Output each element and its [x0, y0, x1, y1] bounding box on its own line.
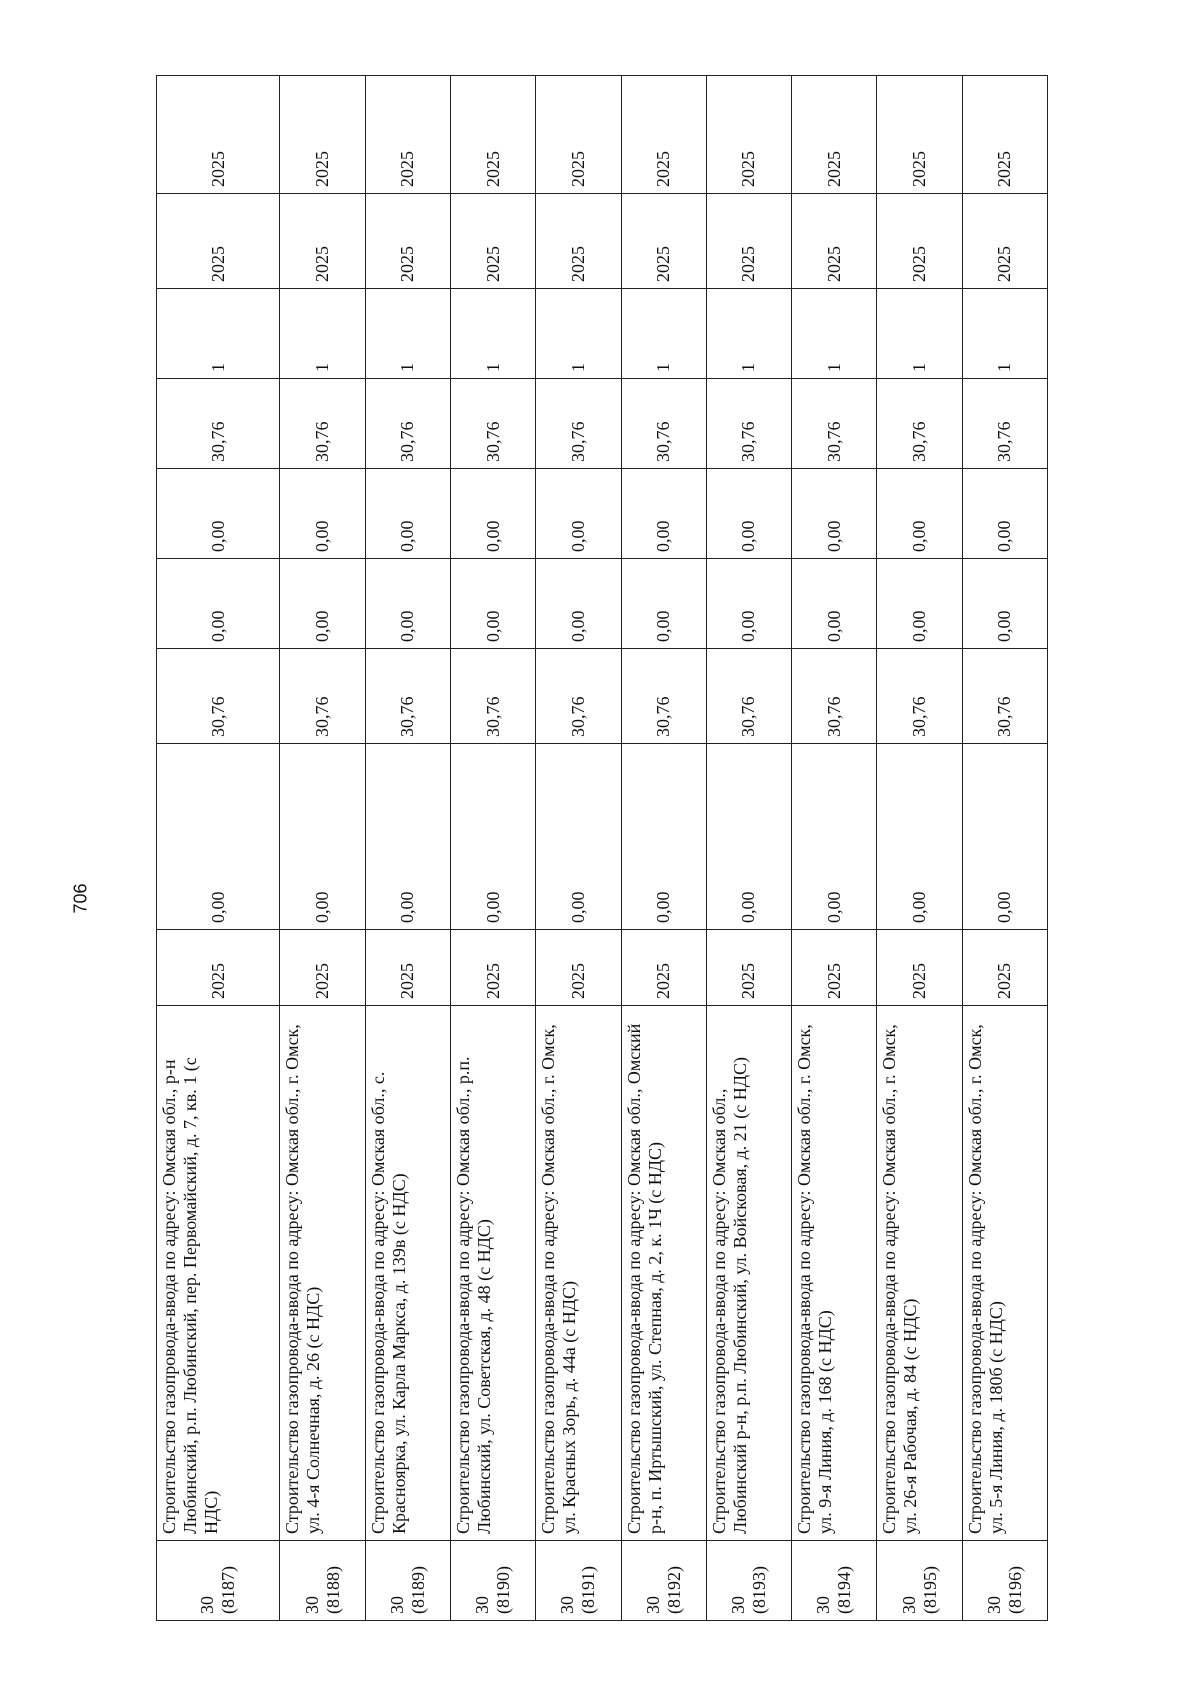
value-cell-2: 30,76: [962, 649, 1047, 744]
value-cell-1: 0,00: [536, 744, 621, 930]
project-name-cell: Строительство газопровода-ввода по адресу: Омская обл., г. Омск, ул. Красных Зорь, д. 44а (с НДС): [536, 1006, 621, 1541]
value-cell-4: 0,00: [450, 469, 535, 559]
value-cell-2: 30,76: [792, 649, 877, 744]
table-row: [365, 76, 450, 1621]
project-number: 30: [727, 1596, 748, 1614]
value-cell-1: 0,00: [280, 744, 365, 930]
value-cell-2: 30,76: [877, 649, 962, 744]
project-number: 30: [472, 1596, 493, 1614]
value-cell-3: 0,00: [792, 559, 877, 649]
value-cell-4: 0,00: [621, 469, 706, 559]
value-cell-1: 0,00: [450, 744, 535, 930]
start-year-cell: 2025: [157, 930, 280, 1006]
project-number: 30: [301, 1596, 322, 1614]
completion-year-cell: 2025: [962, 194, 1047, 289]
start-year-cell: 2025: [365, 930, 450, 1006]
project-number-cell: [365, 1541, 450, 1621]
value-cell-2: 30,76: [365, 649, 450, 744]
value-cell-5: 30,76: [450, 379, 535, 469]
value-cell-3: 0,00: [280, 559, 365, 649]
value-cell-2: 30,76: [706, 649, 791, 744]
table-row: [157, 76, 280, 1621]
project-number: 30: [642, 1596, 663, 1614]
count-cell: 1: [621, 289, 706, 379]
project-number-cell: [536, 1541, 621, 1621]
value-cell-1: 0,00: [706, 744, 791, 930]
value-cell-5: 30,76: [962, 379, 1047, 469]
commission-year-cell: 2025: [792, 76, 877, 194]
start-year-cell: 2025: [877, 930, 962, 1006]
project-number-cell: [280, 1541, 365, 1621]
project-name-cell: Строительство газопровода-ввода по адресу: Омская обл., г. Омск, ул. 9-я Линия, д. 168 (с НДС): [792, 1006, 877, 1541]
project-name-cell: Строительство газопровода-ввода по адресу: Омская обл., г. Омск, ул. 4-я Солнечная, д. 26 (с НДС): [280, 1006, 365, 1541]
project-code: (8196): [1004, 1566, 1025, 1614]
completion-year-cell: 2025: [450, 194, 535, 289]
completion-year-cell: 2025: [280, 194, 365, 289]
project-number: 30: [983, 1596, 1004, 1614]
count-cell: 1: [157, 289, 280, 379]
value-cell-2: 30,76: [536, 649, 621, 744]
value-cell-2: 30,76: [157, 649, 280, 744]
table-row: [621, 76, 706, 1621]
table-body: [157, 76, 1048, 1621]
completion-year-cell: 2025: [365, 194, 450, 289]
count-cell: 1: [280, 289, 365, 379]
rotated-table-wrapper: [156, 76, 1048, 1621]
commission-year-cell: 2025: [877, 76, 962, 194]
start-year-cell: 2025: [621, 930, 706, 1006]
value-cell-3: 0,00: [365, 559, 450, 649]
value-cell-4: 0,00: [536, 469, 621, 559]
count-cell: 1: [536, 289, 621, 379]
commission-year-cell: 2025: [365, 76, 450, 194]
value-cell-5: 30,76: [877, 379, 962, 469]
start-year-cell: 2025: [706, 930, 791, 1006]
project-code: (8195): [919, 1566, 940, 1614]
project-name-cell: Строительство газопровода-ввода по адресу: Омская обл., г. Омск, ул. 26-я Рабочая, д. 84 (с НДС): [877, 1006, 962, 1541]
project-name-cell: Строительство газопровода-ввода по адресу: Омская обл., г. Омск, ул. 5-я Линия, д. 180б (с НДС): [962, 1006, 1047, 1541]
value-cell-1: 0,00: [157, 744, 280, 930]
value-cell-4: 0,00: [706, 469, 791, 559]
value-cell-4: 0,00: [280, 469, 365, 559]
completion-year-cell: 2025: [877, 194, 962, 289]
value-cell-5: 30,76: [365, 379, 450, 469]
project-number-cell: [792, 1541, 877, 1621]
project-number-cell: [962, 1541, 1047, 1621]
value-cell-3: 0,00: [962, 559, 1047, 649]
value-cell-4: 0,00: [962, 469, 1047, 559]
commission-year-cell: 2025: [536, 76, 621, 194]
value-cell-4: 0,00: [365, 469, 450, 559]
value-cell-1: 0,00: [962, 744, 1047, 930]
commission-year-cell: 2025: [280, 76, 365, 194]
project-number-cell: [706, 1541, 791, 1621]
value-cell-3: 0,00: [536, 559, 621, 649]
completion-year-cell: 2025: [536, 194, 621, 289]
investment-program-table: [156, 75, 1048, 1621]
value-cell-2: 30,76: [280, 649, 365, 744]
value-cell-4: 0,00: [157, 469, 280, 559]
count-cell: 1: [365, 289, 450, 379]
commission-year-cell: 2025: [706, 76, 791, 194]
value-cell-5: 30,76: [792, 379, 877, 469]
commission-year-cell: 2025: [450, 76, 535, 194]
start-year-cell: 2025: [280, 930, 365, 1006]
completion-year-cell: 2025: [157, 194, 280, 289]
value-cell-5: 30,76: [536, 379, 621, 469]
start-year-cell: 2025: [962, 930, 1047, 1006]
project-number-cell: [877, 1541, 962, 1621]
start-year-cell: 2025: [792, 930, 877, 1006]
table-row: [450, 76, 535, 1621]
value-cell-5: 30,76: [706, 379, 791, 469]
table-row: [792, 76, 877, 1621]
project-number: 30: [557, 1596, 578, 1614]
value-cell-1: 0,00: [792, 744, 877, 930]
project-number: 30: [898, 1596, 919, 1614]
count-cell: 1: [877, 289, 962, 379]
value-cell-4: 0,00: [792, 469, 877, 559]
value-cell-5: 30,76: [157, 379, 280, 469]
count-cell: 1: [706, 289, 791, 379]
start-year-cell: 2025: [536, 930, 621, 1006]
table-row: [877, 76, 962, 1621]
value-cell-3: 0,00: [877, 559, 962, 649]
count-cell: 1: [450, 289, 535, 379]
value-cell-5: 30,76: [280, 379, 365, 469]
project-code: (8187): [218, 1566, 239, 1614]
project-number-cell: [450, 1541, 535, 1621]
count-cell: 1: [792, 289, 877, 379]
table-row: [962, 76, 1047, 1621]
project-code: (8193): [748, 1566, 769, 1614]
project-code: (8190): [493, 1566, 514, 1614]
completion-year-cell: 2025: [792, 194, 877, 289]
value-cell-2: 30,76: [450, 649, 535, 744]
value-cell-1: 0,00: [365, 744, 450, 930]
project-code: (8192): [663, 1566, 684, 1614]
value-cell-2: 30,76: [621, 649, 706, 744]
value-cell-4: 0,00: [877, 469, 962, 559]
project-name-cell: Строительство газопровода-ввода по адресу: Омская обл., Любинский р-н, р.п. Любинский, ул. Войсковая, д. 21 (с НДС): [706, 1006, 791, 1541]
value-cell-3: 0,00: [450, 559, 535, 649]
completion-year-cell: 2025: [621, 194, 706, 289]
commission-year-cell: 2025: [157, 76, 280, 194]
commission-year-cell: 2025: [962, 76, 1047, 194]
project-code: (8191): [578, 1566, 599, 1614]
value-cell-3: 0,00: [621, 559, 706, 649]
project-name-cell: Строительство газопровода-ввода по адресу: Омская обл., Омский р-н, п. Иртышский, ул. Степная, д. 2, к. 1Ч (с НДС): [621, 1006, 706, 1541]
start-year-cell: 2025: [450, 930, 535, 1006]
project-number: 30: [386, 1596, 407, 1614]
table-row: [280, 76, 365, 1621]
value-cell-3: 0,00: [157, 559, 280, 649]
table-row: [536, 76, 621, 1621]
commission-year-cell: 2025: [621, 76, 706, 194]
project-name-cell: Строительство газопровода-ввода по адресу: Омская обл., р.п. Любинский, ул. Советская, д. 48 (с НДС): [450, 1006, 535, 1541]
value-cell-3: 0,00: [706, 559, 791, 649]
project-code: (8189): [407, 1566, 428, 1614]
value-cell-1: 0,00: [621, 744, 706, 930]
completion-year-cell: 2025: [706, 194, 791, 289]
project-code: (8188): [322, 1566, 343, 1614]
page-number: 706: [70, 883, 91, 914]
project-number-cell: [157, 1541, 280, 1621]
value-cell-5: 30,76: [621, 379, 706, 469]
count-cell: 1: [962, 289, 1047, 379]
project-name-cell: Строительство газопровода-ввода по адресу: Омская обл., с. Красноярка, ул. Карла Маркса, д. 139в (с НДС): [365, 1006, 450, 1541]
project-number: 30: [197, 1596, 218, 1614]
table-row: [706, 76, 791, 1621]
project-number-cell: [621, 1541, 706, 1621]
project-code: (8194): [834, 1566, 855, 1614]
project-name-cell: Строительство газопровода-ввода по адресу: Омская обл., р-н Любинский, р.п. Любинский, пер. Первомайский, д. 7, кв. 1 (с НДС): [157, 1006, 280, 1541]
project-number: 30: [813, 1596, 834, 1614]
value-cell-1: 0,00: [877, 744, 962, 930]
